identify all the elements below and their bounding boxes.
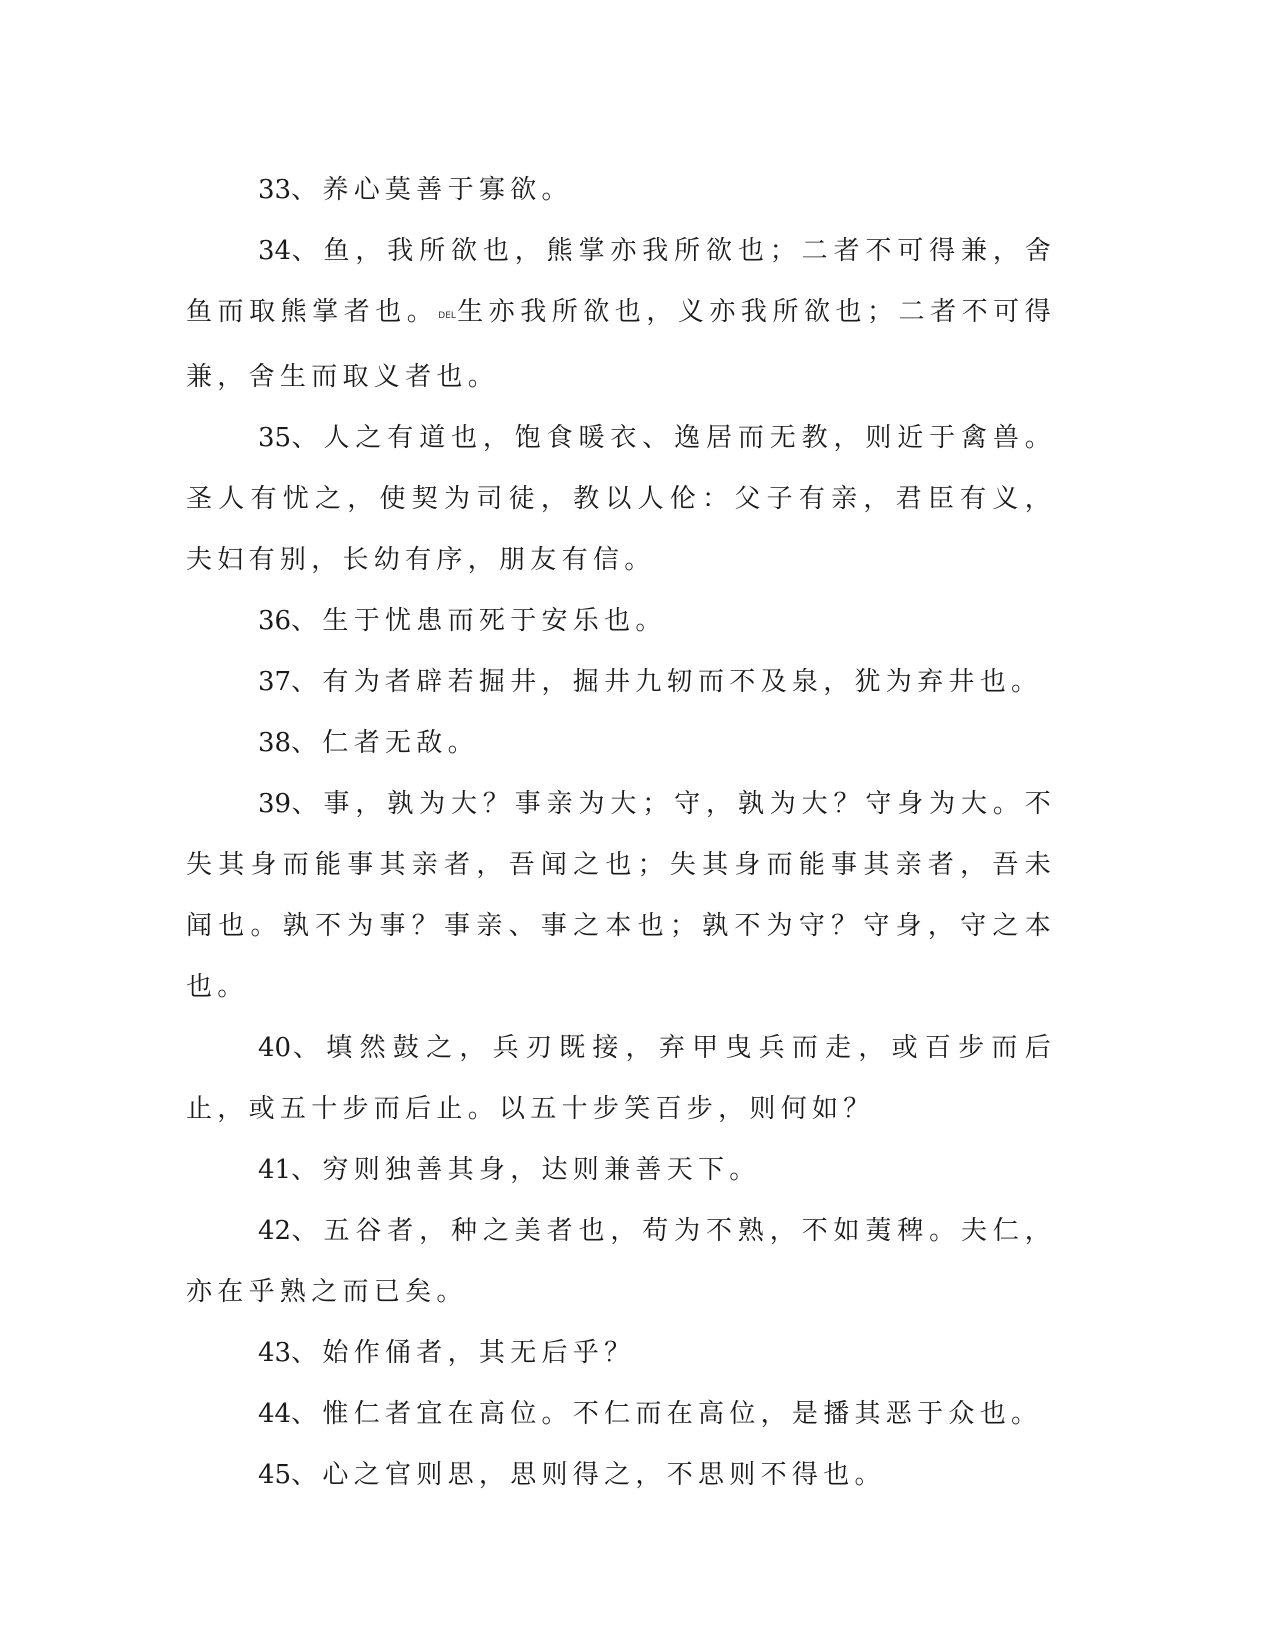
paragraph-45 [186, 1445, 1056, 1506]
paragraph-number: 43 [258, 1338, 292, 1368]
paragraph-37 [186, 652, 1056, 713]
paragraph-text: 、仁者无敌。 [291, 728, 479, 758]
paragraph-text-continued: 生亦我所欲也，义亦我所欲也；二者不可得兼，舍生而取义者也。 [186, 297, 1057, 392]
paragraph-text: 、生于忧患而死于安乐也。 [291, 606, 667, 636]
paragraph-number: 40 [258, 1033, 292, 1063]
del-mark: DEL [438, 311, 456, 321]
paragraph-42 [186, 1201, 1056, 1323]
paragraph-text: 、填然鼓之，兵刃既接，弃甲曳兵而走，或百步而后止，或五十步而后止。以五十步笑百步，则何如？ [186, 1033, 1056, 1124]
paragraph-text: 、始作俑者，其无后乎？ [291, 1338, 636, 1368]
paragraph-number: 38 [258, 728, 292, 758]
paragraph-number: 36 [258, 606, 292, 636]
paragraph-number: 33 [258, 175, 292, 205]
paragraph-35 [186, 408, 1056, 591]
paragraph-text: 、惟仁者宜在高位。不仁而在高位，是播其恶于众也。 [291, 1399, 1043, 1429]
paragraph-43 [186, 1323, 1056, 1384]
document-body [186, 160, 1056, 1506]
paragraph-39 [186, 774, 1056, 1018]
paragraph-text: 、鱼，我所欲也，熊掌亦我所欲也；二者不可得兼，舍鱼而取熊掌者也。 [186, 236, 1056, 327]
paragraph-number: 45 [258, 1460, 292, 1490]
paragraph-text: 、有为者辟若掘井，掘井九轫而不及泉，犹为弃井也。 [291, 667, 1043, 697]
paragraph-number: 42 [258, 1216, 292, 1246]
paragraph-number: 41 [258, 1155, 292, 1185]
paragraph-number: 44 [258, 1399, 292, 1429]
paragraph-36 [186, 591, 1056, 652]
paragraph-44 [186, 1384, 1056, 1445]
paragraph-text: 、养心莫善于寡欲。 [291, 175, 573, 205]
paragraph-41 [186, 1140, 1056, 1201]
paragraph-34 [186, 221, 1056, 408]
paragraph-number: 39 [258, 789, 292, 819]
paragraph-33 [186, 160, 1056, 221]
paragraph-text: 、穷则独善其身，达则兼善天下。 [291, 1155, 761, 1185]
paragraph-text: 、事，孰为大？事亲为大；守，孰为大？守身为大。不失其身而能事其亲者，吾闻之也；失其身而能事其亲者，吾未闻也。孰不为事？事亲、事之本也；孰不为守？守身，守之本也。 [186, 789, 1056, 1002]
paragraph-38 [186, 713, 1056, 774]
paragraph-number: 34 [258, 236, 292, 266]
paragraph-number: 37 [258, 667, 292, 697]
paragraph-text: 、心之官则思，思则得之，不思则不得也。 [291, 1460, 886, 1490]
paragraph-text: 、人之有道也，饱食暖衣、逸居而无教，则近于禽兽。圣人有忧之，使契为司徒，教以人伦：父子有亲，君臣有义，夫妇有别，长幼有序，朋友有信。 [186, 423, 1056, 575]
paragraph-number: 35 [258, 423, 292, 453]
paragraph-40 [186, 1018, 1056, 1140]
paragraph-text: 、五谷者，种之美者也，苟为不熟，不如荑稗。夫仁，亦在乎熟之而已矣。 [186, 1216, 1056, 1307]
